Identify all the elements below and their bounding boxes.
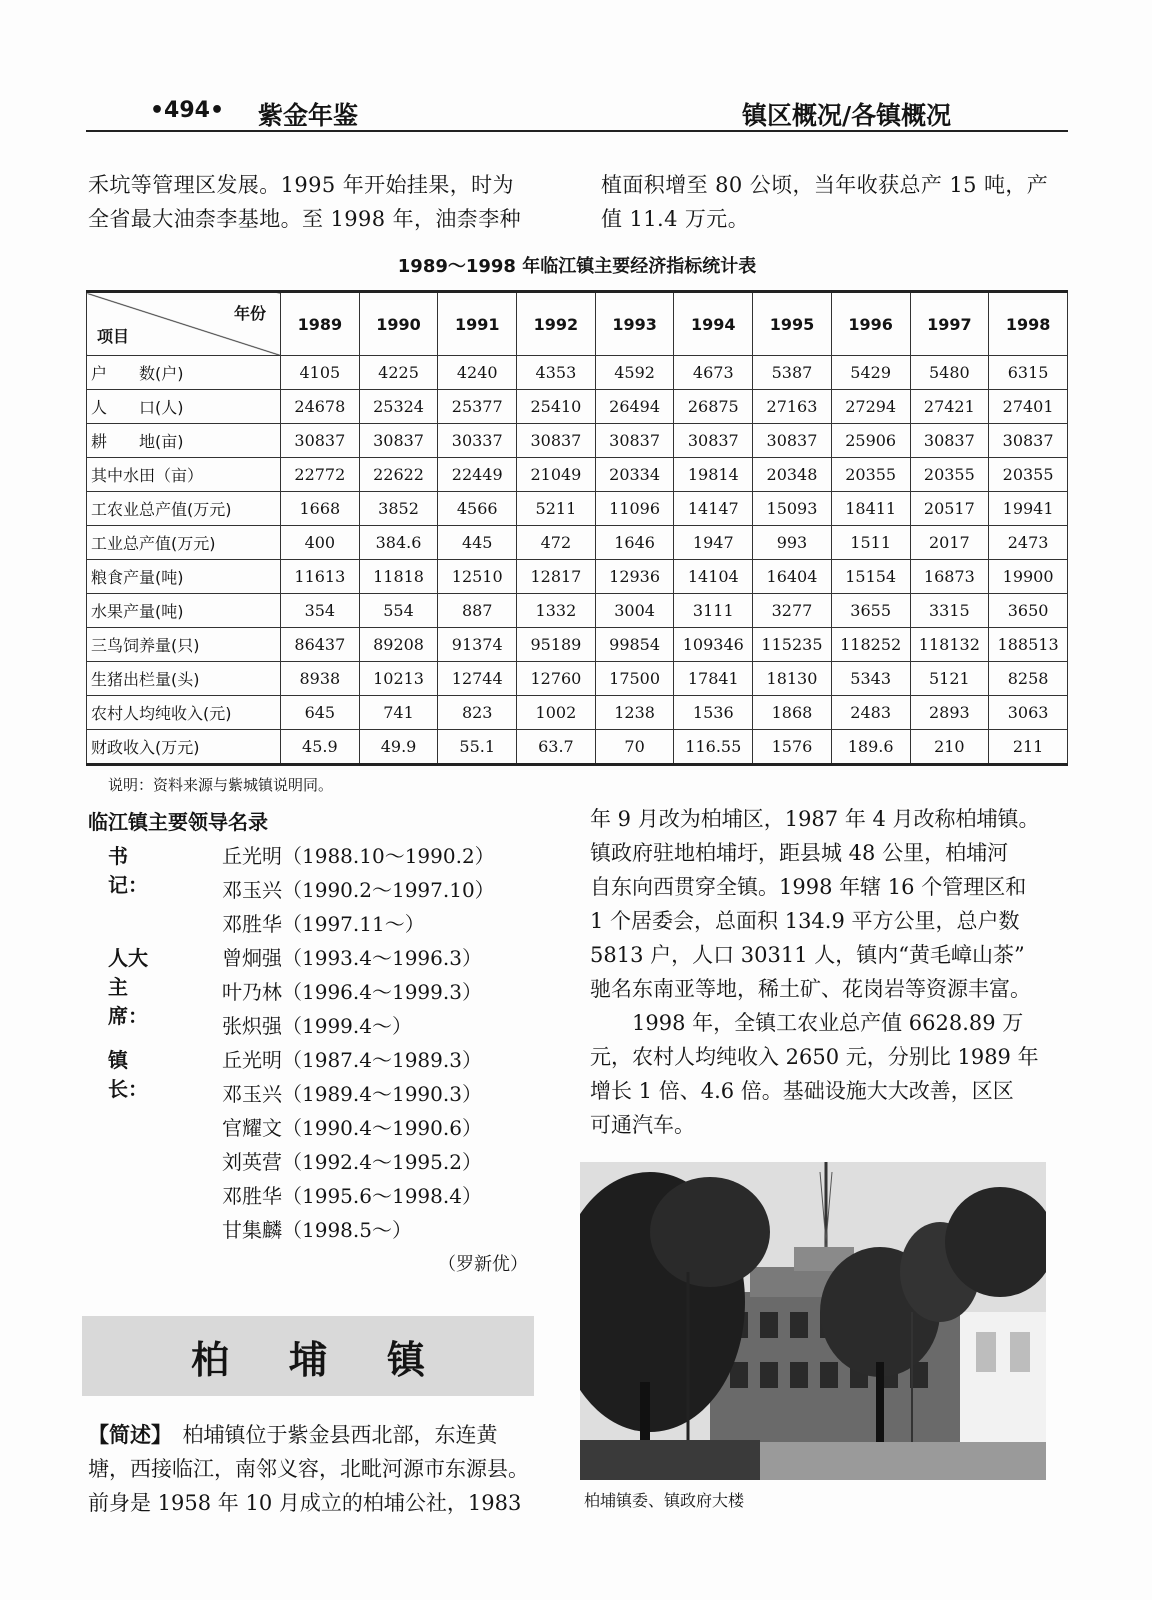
table-cell: 27294 [831,390,910,424]
text-line: 全省最大油柰李基地。至 1998 年，油柰李种 [88,207,521,231]
row-label: 财政收入(万元) [87,730,281,765]
summary-paragraph [88,1418,544,1520]
table-cell: 11096 [595,492,674,526]
table-row [87,662,1068,696]
table-cell: 8258 [989,662,1068,696]
table-row [87,458,1068,492]
table-cell: 5211 [517,492,596,526]
table-row [87,560,1068,594]
table-cell: 30837 [595,424,674,458]
table-cell: 18130 [753,662,832,696]
row-label: 工农业总产值(万元) [87,492,281,526]
leader-entry: 张炽强（1999.4～） [222,1014,412,1038]
table-cell: 89208 [359,628,438,662]
table-cell: 109346 [674,628,753,662]
table-cell: 4592 [595,356,674,390]
year-header: 1993 [595,292,674,356]
table-cell: 1238 [595,696,674,730]
table-cell: 16404 [753,560,832,594]
table-cell: 49.9 [359,730,438,765]
text-line: 年 9 月改为柏埔区，1987 年 4 月改称柏埔镇。 [590,807,1040,831]
leader-role: 书 记： [108,844,168,897]
leader-entry: 叶乃林（1996.4～1999.3） [222,980,482,1004]
leader-entry: 邓玉兴（1989.4～1990.3） [222,1082,482,1106]
table-cell: 118132 [910,628,989,662]
page-number: •494• [150,98,225,123]
table-cell: 30837 [281,424,360,458]
table-cell: 1646 [595,526,674,560]
table-cell: 1576 [753,730,832,765]
table-cell: 1332 [517,594,596,628]
table-cell: 27401 [989,390,1068,424]
text-line: 禾坑等管理区发展。1995 年开始挂果，时为 [88,173,514,197]
table-cell: 1947 [674,526,753,560]
table-cell: 6315 [989,356,1068,390]
table-cell: 4105 [281,356,360,390]
table-cell: 15154 [831,560,910,594]
row-label: 粮食产量(吨) [87,560,281,594]
table-cell: 20334 [595,458,674,492]
table-cell: 26494 [595,390,674,424]
table-cell: 400 [281,526,360,560]
row-label: 人 口(人) [87,390,281,424]
table-cell: 20355 [910,458,989,492]
year-header: 1995 [753,292,832,356]
table-cell: 4566 [438,492,517,526]
text-line [88,1418,544,1452]
row-label: 工业总产值(万元) [87,526,281,560]
leader-role: 人大主席： [108,946,148,1028]
table-row [87,730,1068,765]
table-row [87,492,1068,526]
table-cell: 12936 [595,560,674,594]
table-cell: 645 [281,696,360,730]
table-row [87,594,1068,628]
table-cell: 25906 [831,424,910,458]
year-header: 1996 [831,292,910,356]
table-cell: 55.1 [438,730,517,765]
leader-entry: 曾炯强（1993.4～1996.3） [222,946,482,970]
table-cell: 741 [359,696,438,730]
book-title: 紫金年鉴 [258,101,359,130]
table-cell: 45.9 [281,730,360,765]
table-cell: 1002 [517,696,596,730]
leader-entry: 邓胜华（1995.6～1998.4） [222,1184,482,1208]
table-cell: 3852 [359,492,438,526]
table-cell: 10213 [359,662,438,696]
text-line: 镇政府驻地柏埔圩，距县城 48 公里，柏埔河 [590,841,1009,865]
table-cell: 189.6 [831,730,910,765]
header-rule [86,130,1068,132]
table-cell: 116.55 [674,730,753,765]
table-cell: 4353 [517,356,596,390]
table-cell: 25410 [517,390,596,424]
text-line: 塘，西接临江，南邻义容，北毗河源市东源县。 [88,1457,529,1481]
table-cell: 887 [438,594,517,628]
section-title: 镇区概况/各镇概况 [742,101,952,130]
table-cell: 4673 [674,356,753,390]
table-cell: 22772 [281,458,360,492]
table-cell: 24678 [281,390,360,424]
table-cell: 16873 [910,560,989,594]
table-cell: 2017 [910,526,989,560]
table-row [87,390,1068,424]
table-cell: 30837 [359,424,438,458]
table-cell: 445 [438,526,517,560]
table-cell: 27163 [753,390,832,424]
leader-entry: 甘集麟（1998.5～） [222,1218,412,1242]
table-header-row [87,292,1068,356]
government-building-photo [580,1162,1046,1480]
table-cell: 823 [438,696,517,730]
table-cell: 3655 [831,594,910,628]
corner-item-label: 项目 [97,327,130,346]
table-cell: 3063 [989,696,1068,730]
table-cell: 12760 [517,662,596,696]
table-cell: 5343 [831,662,910,696]
table-cell: 30837 [910,424,989,458]
top-right-paragraph [601,168,1071,236]
leader-entry: 刘英营（1992.4～1995.2） [222,1150,482,1174]
corner-year-label: 年份 [233,304,266,323]
summary-label: 【简述】 [88,1423,162,1447]
table-cell: 5121 [910,662,989,696]
table-cell: 12510 [438,560,517,594]
table-cell: 3277 [753,594,832,628]
table-cell: 2473 [989,526,1068,560]
author-credit: （罗新优） [438,1254,528,1275]
top-left-paragraph [88,168,558,236]
photo-caption: 柏埔镇委、镇政府大楼 [584,1491,745,1510]
table-cell: 188513 [989,628,1068,662]
table-cell: 2893 [910,696,989,730]
table-row [87,424,1068,458]
table-cell: 14104 [674,560,753,594]
table-cell: 20355 [989,458,1068,492]
year-header: 1991 [438,292,517,356]
table-cell: 993 [753,526,832,560]
table-cell: 12744 [438,662,517,696]
table-cell: 25377 [438,390,517,424]
table-cell: 17500 [595,662,674,696]
table-cell: 19941 [989,492,1068,526]
table-cell: 11613 [281,560,360,594]
table-cell: 99854 [595,628,674,662]
table-cell: 30837 [517,424,596,458]
summary-first-line: 柏埔镇位于紫金县西北部，东连黄 [161,1423,498,1447]
table-cell: 5387 [753,356,832,390]
row-label: 生猪出栏量(头) [87,662,281,696]
table-row [87,356,1068,390]
table-cell: 210 [910,730,989,765]
table-cell: 384.6 [359,526,438,560]
leader-entry: 丘光明（1987.4～1989.3） [222,1048,482,1072]
economic-indicator-table [86,290,1068,766]
table-cell: 115235 [753,628,832,662]
table-cell: 19814 [674,458,753,492]
table-row [87,628,1068,662]
leader-entry: 丘光明（1988.10～1990.2） [222,844,495,868]
row-label: 户 数(户) [87,356,281,390]
table-cell: 3004 [595,594,674,628]
leader-entry: 邓玉兴（1990.2～1997.10） [222,878,495,902]
row-label: 其中水田（亩） [87,458,281,492]
table-corner-cell [87,292,281,356]
leader-role: 镇 长： [108,1048,168,1101]
table-row [87,526,1068,560]
table-cell: 3650 [989,594,1068,628]
table-cell: 5480 [910,356,989,390]
table-cell: 20355 [831,458,910,492]
row-label: 水果产量(吨) [87,594,281,628]
text-line: 驰名东南亚等地，稀土矿、花岗岩等资源丰富。 [590,977,1031,1001]
table-cell: 21049 [517,458,596,492]
table-cell: 95189 [517,628,596,662]
table-cell: 27421 [910,390,989,424]
table-cell: 14147 [674,492,753,526]
text-line: 可通汽车。 [590,1113,695,1137]
table-cell: 25324 [359,390,438,424]
year-header: 1990 [359,292,438,356]
table-cell: 63.7 [517,730,596,765]
text-line: 植面积增至 80 公顷，当年收获总产 15 吨，产 [601,173,1049,197]
year-header: 1994 [674,292,753,356]
text-line: 值 11.4 万元。 [601,207,750,231]
text-line: 自东向西贯穿全镇。1998 年辖 16 个管理区和 [590,875,1027,899]
table-cell: 19900 [989,560,1068,594]
table-cell: 5429 [831,356,910,390]
table-title: 1989～1998 年临江镇主要经济指标统计表 [397,256,757,277]
year-header: 1997 [910,292,989,356]
table-cell: 22622 [359,458,438,492]
text-line: 1 个居委会，总面积 134.9 平方公里，总户数 [590,909,1020,933]
table-cell: 26875 [674,390,753,424]
table-cell: 15093 [753,492,832,526]
table-cell: 30337 [438,424,517,458]
table-row [87,696,1068,730]
table-cell: 1668 [281,492,360,526]
table-cell: 30837 [989,424,1068,458]
table-cell: 30837 [753,424,832,458]
table-cell: 4225 [359,356,438,390]
text-line: 前身是 1958 年 10 月成立的柏埔公社，1983 [88,1491,522,1515]
table-cell: 2483 [831,696,910,730]
table-cell: 472 [517,526,596,560]
table-cell: 354 [281,594,360,628]
table-cell: 8938 [281,662,360,696]
table-cell: 1511 [831,526,910,560]
leader-entry: 邓胜华（1997.11～） [222,912,425,936]
leaders-heading: 临江镇主要领导名录 [88,810,268,834]
table-cell: 4240 [438,356,517,390]
table-cell: 211 [989,730,1068,765]
year-header: 1989 [281,292,360,356]
right-column-paragraph [590,802,1060,1142]
text-line: 元，农村人均纯收入 2650 元，分别比 1989 年 [590,1045,1039,1069]
section-banner [82,1316,534,1396]
table-cell: 12817 [517,560,596,594]
text-line: 增长 1 倍、4.6 倍。基础设施大大改善，区区 [590,1079,1014,1103]
table-cell: 3111 [674,594,753,628]
table-cell: 11818 [359,560,438,594]
table-cell: 1536 [674,696,753,730]
table-cell: 20517 [910,492,989,526]
text-line: 1998 年，全镇工农业总产值 6628.89 万 [590,1011,1024,1035]
table-cell: 17841 [674,662,753,696]
leader-entry: 官耀文（1990.4～1990.6） [222,1116,482,1140]
row-label: 耕 地(亩) [87,424,281,458]
year-header: 1998 [989,292,1068,356]
table-cell: 70 [595,730,674,765]
table-cell: 18411 [831,492,910,526]
table-cell: 1868 [753,696,832,730]
table-cell: 86437 [281,628,360,662]
table-cell: 20348 [753,458,832,492]
table-note: 说明：资料来源与紫城镇说明同。 [108,776,334,794]
table-cell: 554 [359,594,438,628]
year-header: 1992 [517,292,596,356]
table-cell: 91374 [438,628,517,662]
table-cell: 118252 [831,628,910,662]
table-cell: 30837 [674,424,753,458]
row-label: 三鸟饲养量(只) [87,628,281,662]
text-line: 5813 户，人口 30311 人，镇内“黄毛嶂山茶” [590,943,1025,967]
row-label: 农村人均纯收入(元) [87,696,281,730]
banner-title: 柏埔镇 [190,1337,485,1382]
table-cell: 22449 [438,458,517,492]
table-cell: 3315 [910,594,989,628]
